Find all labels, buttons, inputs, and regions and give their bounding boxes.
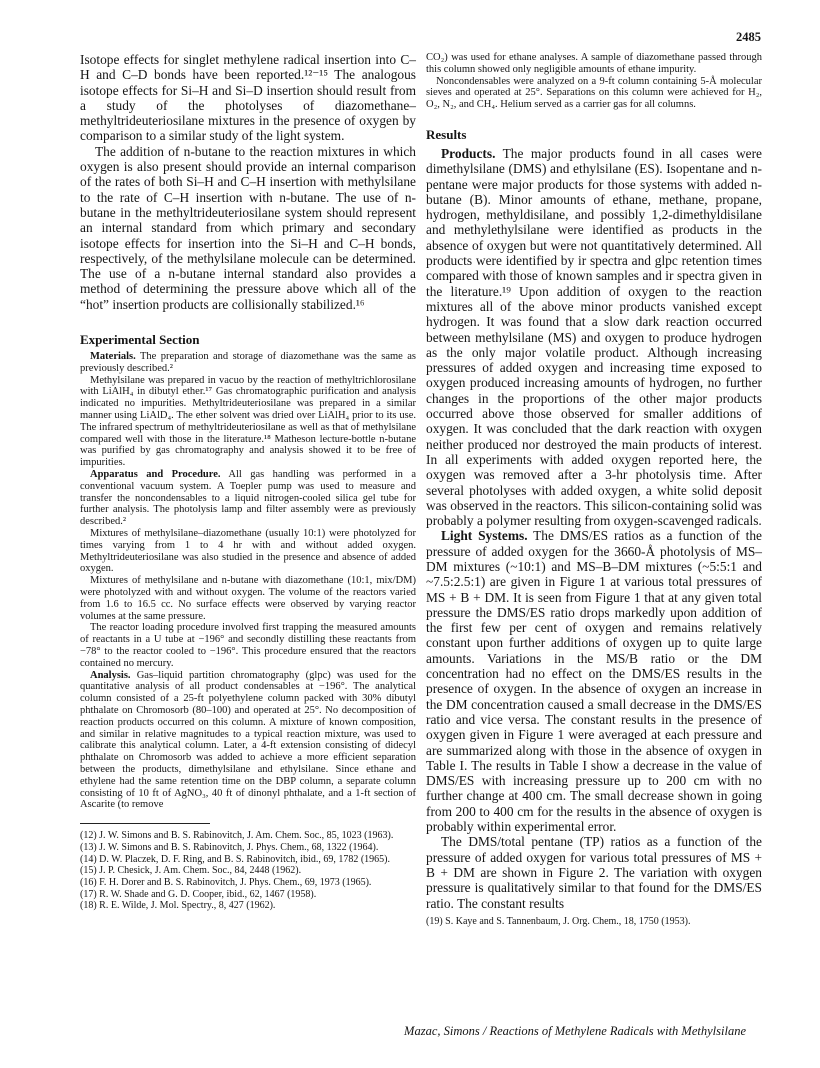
right-column bbox=[426, 52, 762, 928]
footnote-divider bbox=[80, 823, 210, 824]
results-paragraph: The DMS/total pentane (TP) ratios as a function of the pressure of added oxygen for various total pressures of MS + B + DM are shown in Figure 2. The variation with oxygen pressure is qualitatively similar to that found for the DMS/ES ratio. The constant results bbox=[426, 834, 762, 911]
run-in-heading: Materials. bbox=[90, 351, 136, 363]
left-column bbox=[80, 52, 416, 912]
experimental-paragraph: Materials. The preparation and storage of diazomethane was the same as previously described.² bbox=[80, 351, 416, 374]
running-footer: Mazac, Simons / Reactions of Methylene Radicals with Methylsilane bbox=[404, 1024, 746, 1038]
run-in-heading: Light Systems. bbox=[441, 528, 528, 544]
results-section-title: Results bbox=[426, 126, 467, 142]
reference-item: (13) J. W. Simons and B. S. Rabinovitch, J. Phys. Chem., 68, 1322 (1964). bbox=[80, 841, 379, 853]
intro-paragraph-2: The addition of n-butane to the reaction mixtures in which oxygen is also present should provide an internal comparison of the rates of both Si–H and C–H insertion with methylsilane to the rate of C–H insertion with n-butane. The use of n-butane in the methyltrideuteriosilane system should represent an internal standard from which primary and secondary isotope effects for insertion into the Si–H and C–H bonds, respectively, of the methylsilane molecule can be determined. The use of a n-butane internal standard also provides a method of determining the pressure above which all of the “hot” insertion products are collisionally stabilized.¹⁶ bbox=[80, 143, 416, 312]
reference-item: (14) D. W. Placzek, D. F. Ring, and B. S. Rabinovitch, ibid., 69, 1782 (1965). bbox=[80, 853, 391, 865]
experimental-paragraph: Methylsilane was prepared in vacuo by the reaction of methyltrichlorosilane with LiAlH₄ in dibutyl ether.¹⁷ Gas chromatographic purification and analysis indicated no impurities. Methyltrideuteriosilane was prepared in a similar manner using LiAlD₄. The ether solvent was dried over LiAlH₄ prior to its use. The infrared spectrum of methyltrideuteriosilane as well as that of methylsilane compared well with those in the literature.¹⁸ Matheson lecture-bottle n-butane was purified by gas chromatography and analysis showed it to be free of impurities. bbox=[80, 374, 416, 469]
noncondensables-paragraph: Noncondensables were analyzed on a 9-ft column containing 5-Å molecular sieves and operated at 25°. Separations on this column were achieved for H₂, O₂, N₂, and CH₄. Helium served as a carrier gas for all columns. bbox=[426, 75, 762, 111]
reference-list bbox=[426, 916, 762, 928]
run-in-heading: Analysis. bbox=[90, 669, 131, 681]
experimental-paragraph: Apparatus and Procedure. All gas handling was performed in a conventional vacuum system. A Toepler pump was used to measure and transfer the noncondensables to a liquid nitrogen-cooled silica gel tube for further analysis. The photolysis lamp and filter assembly were as previously described.² bbox=[80, 469, 416, 528]
analysis-continued-paragraph: CO₂) was used for ethane analyses. A sample of diazomethane passed through this column showed only negligible amounts of ethane impurity. bbox=[426, 52, 762, 75]
reference-item: (16) F. H. Dorer and B. S. Rabinovitch, J. Phys. Chem., 69, 1973 (1965). bbox=[80, 876, 372, 888]
experimental-paragraph: Mixtures of methylsilane and n-butane with diazomethane (10:1, mix/DM) were photolyzed with and without oxygen. The volume of the reactors varied from 1.6 to 16.5 cc. No surface effects were observed by varying reactor volumes at the same pressure. bbox=[80, 575, 416, 622]
experimental-section-title: Experimental Section bbox=[80, 332, 200, 348]
reference-item: (15) J. P. Chesick, J. Am. Chem. Soc., 84, 2448 (1962). bbox=[80, 865, 302, 877]
intro-paragraph-1: Isotope effects for singlet methylene radical insertion into C–H and C–D bonds have been reported.¹²⁻¹⁵ The analogous isotope effects for Si–H and Si–D insertion should result from a study of the photolyses of diazomethane–methyltrideuteriosilane mixtures in the presence of oxygen by comparison to a similar study of the light system. bbox=[80, 52, 416, 144]
reference-list bbox=[80, 830, 416, 912]
experimental-paragraph: The reactor loading procedure involved first trapping the measured amounts of reactants in a U tube at −196° and secondly distilling these reactants from −78° to the reactor cooled to −196°. This procedure ensured that the reactors contained no mercury. bbox=[80, 622, 416, 669]
run-in-heading: Products. bbox=[441, 145, 496, 161]
page-number: 2485 bbox=[736, 30, 761, 44]
reference-item: (19) S. Kaye and S. Tannenbaum, J. Org. Chem., 18, 1750 (1953). bbox=[426, 915, 691, 927]
results-paragraph: Light Systems. The DMS/ES ratios as a function of the pressure of added oxygen for the 3660-Å photolysis of MS–DM mixtures (~10:1) and MS–B–DM mixtures (~5:5:1 and ~7.5:2.5:1) are given in Figure 1 at various total pressures of MS + B + DM. It is seen from Figure 1 that at any given total pressure the DMS/ES ratio drops markedly upon addition of the first few per cent of oxygen and remains relatively constant upon further additions of oxygen up to quite large amounts. Variations in the MS/B ratio or the DM concentration had no effect on the DMS/ES results in the presence of oxygen. In the absence of oxygen an increase in the DM concentration caused a small decrease in the DMS/ES ratio and vice versa. The constant results in the presence of oxygen given in Figure 1 were averaged at each pressure and are summarized along with those in the absence of oxygen in Table I. The results in Table I show a decrease in the value of DMS/ES with increasing pressure up to 200 cm with no further change at 400 cm. The small decrease shown in going from 200 to 400 cm for the results in the absence of oxygen is probably within experimental error. bbox=[426, 528, 762, 835]
run-in-heading: Apparatus and Procedure. bbox=[90, 469, 221, 481]
experimental-paragraph: Analysis. Gas–liquid partition chromatography (glpc) was used for the quantitative analysis of all product condensables at −196°. The analytical column consisted of a 25-ft polyethylene column packed with 30% dibutyl phthalate on Chromosorb (80–100) and operated at 25°. No decomposition of reaction products occurred on this column. A mixture of known composition, and similar in relative magnitudes to a typical reaction mixture, was used to calibrate this analytical column. Later, a 4-ft extension consisting of didecyl phthalate on Chromosorb was added to achieve a more efficient separation between the products, dimethylsilane and ethylsilane. Since ethane and ethylene had the same retention time on the DBP column, a separate column consisting of 10 ft of AgNO₃, 40 ft of dinonyl phthalate, and a 1-ft section of Ascarite (to remove bbox=[80, 669, 416, 811]
reference-item: (17) R. W. Shade and G. D. Cooper, ibid., 62, 1467 (1958). bbox=[80, 888, 317, 900]
reference-item: (12) J. W. Simons and B. S. Rabinovitch, J. Am. Chem. Soc., 85, 1023 (1963). bbox=[80, 830, 394, 842]
reference-item: (18) R. E. Wilde, J. Mol. Spectry., 8, 427 (1962). bbox=[80, 900, 276, 912]
experimental-paragraph: Mixtures of methylsilane–diazomethane (usually 10:1) were photolyzed for times varying from 1 to 4 hr with and without added oxygen. Methyltrideuteriosilane was also studied in the presence and absence of added oxygen. bbox=[80, 528, 416, 575]
results-paragraph: Products. The major products found in all cases were dimethylsilane (DMS) and ethylsilane (ES). Isopentane and n-pentane were major products for those systems with added n-butane (B). Minor amounts of ethane, methane, propane, hydrogen, methyldisilane, and possibly 1,2-dimethyldisilane and methylethylsilane were identified as products in the absence of oxygen but were not quantitatively determined. All products were identified by ir spectra and glpc retention times compared with those of known samples and ir spectra given in the literature.¹⁹ Upon addition of oxygen to the reaction mixtures all of the above minor products vanished except hydrogen. It was found that a slow dark reaction occurred between methylsilane (MS) and oxygen to produce hydrogen as the only major volatile product. Although increasing pressures of added oxygen and increasing time exposed to oxygen produced increasing amounts of hydrogen, no further changes in the proportions of the other major products occurred above those observed for smaller additions of oxygen. It was concluded that the dark reaction with oxygen neither produced nor destroyed the main products of interest. In all experiments with added oxygen reported here, the oxygen was removed after a 3-hr photolysis time. After several photolyses with added oxygen, a white solid deposit was observed in the reactors. This silicon-containing solid was probably a polymer resulting from oxygen-scavenged radicals. bbox=[426, 145, 762, 529]
